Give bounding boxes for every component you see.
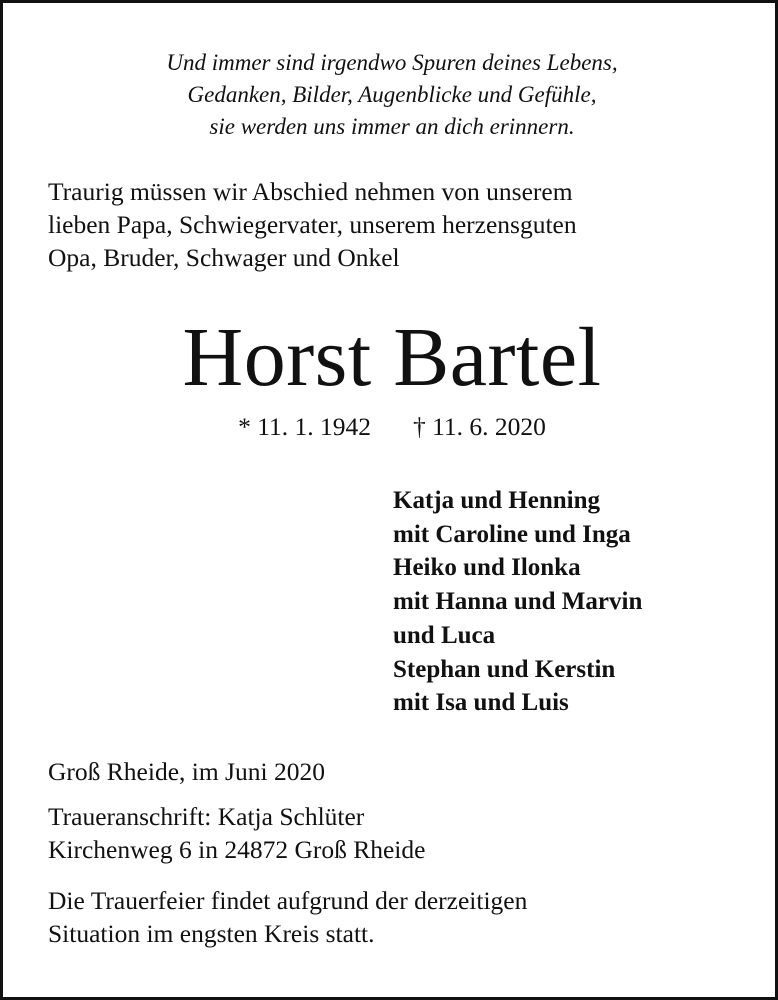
verse-line: sie werden uns immer an dich erinnern.	[209, 114, 575, 139]
farewell-intro	[48, 175, 577, 274]
verse-line: Und immer sind irgendwo Spuren deines Lebens,	[166, 50, 618, 75]
address-line: Kirchenweg 6 in 24872 Groß Rheide	[48, 835, 426, 864]
intro-line: Traurig müssen wir Abschied nehmen von unserem	[48, 177, 573, 206]
place-and-date	[48, 755, 325, 788]
mourner-line: mit Hanna und Marvin	[393, 588, 643, 616]
mourner-line: Katja und Henning	[393, 487, 601, 514]
mourner-line: mit Isa und Luis	[393, 689, 569, 717]
intro-line: Opa, Bruder, Schwager und Onkel	[48, 243, 400, 272]
place-date-line: Groß Rheide, im Juni 2020	[48, 757, 325, 786]
address-line: Traueranschrift: Katja Schlüter	[48, 802, 365, 831]
life-dates	[3, 411, 778, 443]
deceased-name: Horst Bartel	[182, 311, 602, 404]
memorial-verse	[3, 47, 778, 143]
mourners-list	[393, 484, 642, 720]
death-date: † 11. 6. 2020	[413, 412, 546, 441]
mourner-line: Stephan und Kerstin	[393, 655, 616, 683]
mourning-address	[48, 800, 425, 866]
ceremony-line: Situation im engsten Kreis statt.	[48, 919, 375, 948]
intro-line: lieben Papa, Schwiegervater, unserem herzensguten	[48, 210, 577, 239]
mourner-line: mit Caroline und Inga	[393, 520, 631, 548]
ceremony-notice	[48, 884, 527, 950]
birth-date: * 11. 1. 1942	[238, 412, 371, 441]
verse-line: Gedanken, Bilder, Augenblicke und Gefühle,	[187, 82, 597, 107]
ceremony-line: Die Trauerfeier findet aufgrund der derzeitigen	[48, 886, 528, 915]
mourner-line: Heiko und Ilonka	[393, 554, 581, 582]
mourner-line: und Luca	[393, 621, 496, 649]
